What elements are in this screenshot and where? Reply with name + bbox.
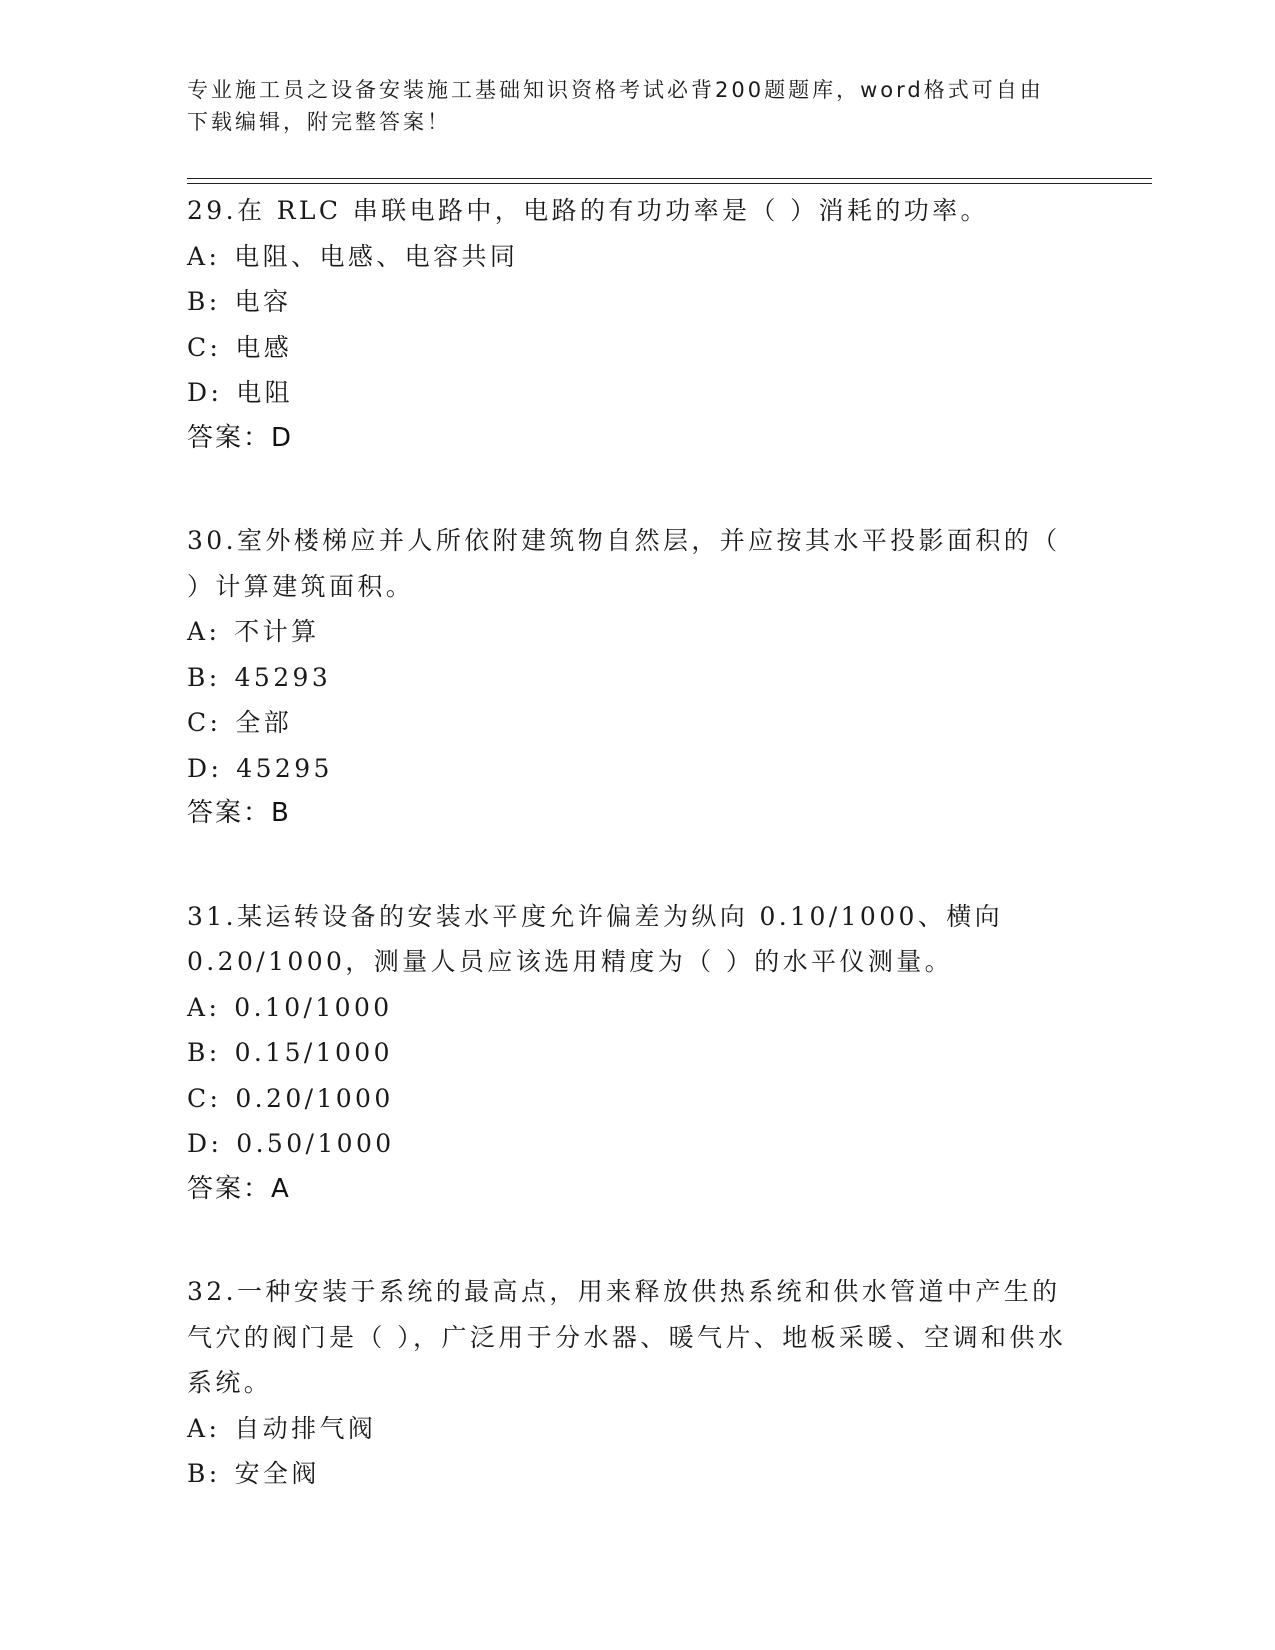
option-text: 0.20/1000	[235, 1083, 394, 1113]
question-32	[187, 1269, 1077, 1497]
option-letter: A:	[187, 1413, 221, 1443]
option-d	[187, 1121, 1077, 1167]
answer-label: 答案：D	[187, 422, 294, 453]
option-text: 自动排气阀	[234, 1413, 377, 1443]
option-text: 电阻、电感、电容共同	[234, 241, 519, 271]
option-d	[187, 746, 1077, 792]
option-letter: B:	[187, 287, 221, 316]
question-stem: 32.一种安装于系统的最高点，用来释放供热系统和供水管道中产生的气穴的阀门是（ ），广泛用于分水器、暖气片、地板采暖、空调和供水系统。	[187, 1277, 1067, 1397]
question-31	[187, 894, 1077, 1213]
option-text: 0.10/1000	[234, 992, 393, 1022]
option-text: 全部	[235, 708, 293, 737]
option-letter: C:	[187, 332, 222, 362]
header-divider-top	[187, 178, 1152, 179]
option-letter: B:	[187, 1459, 221, 1488]
option-a	[187, 609, 1077, 655]
question-stem: 29.在 RLC 串联电路中，电路的有功功率是（ ）消耗的功率。	[187, 196, 989, 225]
option-letter: D:	[187, 1129, 223, 1158]
option-text: 45295	[236, 753, 333, 783]
option-text: 0.50/1000	[236, 1129, 395, 1158]
question-30	[187, 518, 1077, 837]
option-a	[187, 985, 1077, 1031]
option-letter: B:	[187, 1038, 221, 1067]
document-header: 专业施工员之设备安装施工基础知识资格考试必背200题题库，word格式可自由下载编辑，附完整答案！	[187, 78, 1044, 134]
option-text: 不计算	[234, 617, 320, 646]
header-divider-bottom	[187, 183, 1152, 184]
option-a	[187, 234, 1077, 280]
option-b	[187, 1451, 1077, 1497]
option-letter: C:	[187, 1083, 222, 1113]
option-c	[187, 1076, 1077, 1122]
option-b	[187, 1030, 1077, 1076]
option-d	[187, 370, 1077, 416]
option-letter: D:	[187, 753, 223, 783]
option-letter: A:	[187, 241, 221, 271]
option-text: 安全阀	[234, 1459, 320, 1488]
option-letter: B:	[187, 662, 221, 692]
answer-label: 答案：B	[187, 798, 291, 828]
option-letter: A:	[187, 617, 221, 646]
option-c	[187, 700, 1077, 746]
option-a	[187, 1406, 1077, 1452]
question-stem: 30.室外楼梯应并人所依附建筑物自然层，并应按其水平投影面积的（ ）计算建筑面积。	[187, 526, 1072, 601]
question-list	[187, 188, 1077, 1554]
option-letter: D:	[187, 378, 223, 407]
option-letter: C:	[187, 708, 222, 737]
option-c	[187, 325, 1077, 371]
option-b	[187, 279, 1077, 325]
option-text: 电容	[234, 287, 292, 316]
option-letter: A:	[187, 992, 221, 1022]
answer-label: 答案：A	[187, 1173, 291, 1204]
option-text: 电感	[235, 332, 293, 362]
option-b	[187, 655, 1077, 701]
option-text: 0.15/1000	[234, 1038, 393, 1067]
option-text: 电阻	[236, 378, 294, 407]
question-stem: 31.某运转设备的安装水平度允许偏差为纵向 0.10/1000、横向 0.20/1000，测量人员应该选用精度为（ ）的水平仪测量。	[187, 901, 1015, 976]
question-29	[187, 188, 1077, 461]
option-text: 45293	[234, 662, 332, 692]
